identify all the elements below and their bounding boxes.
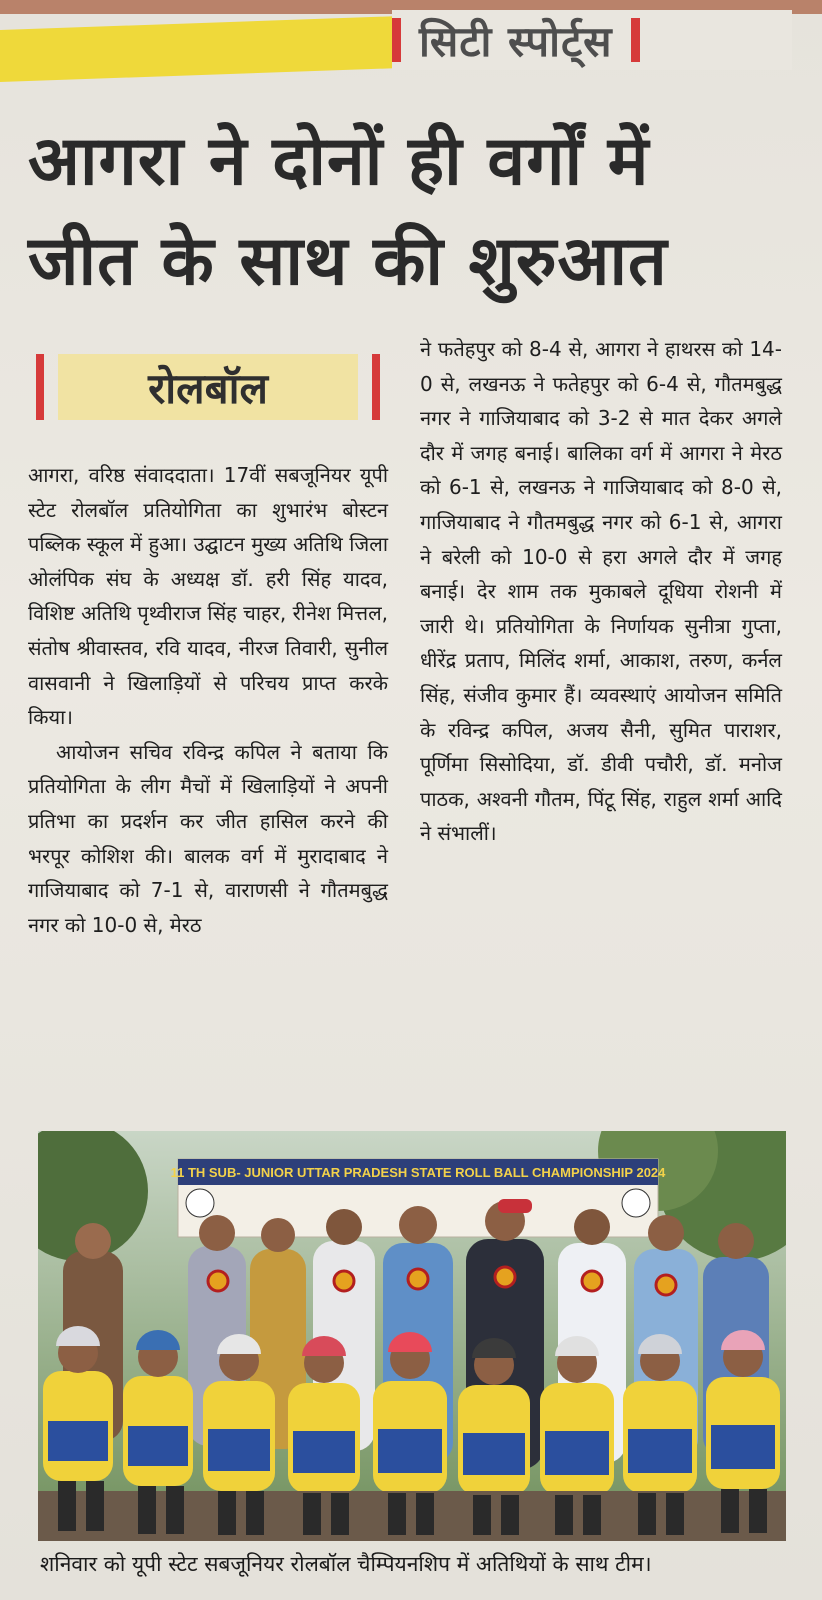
headline-line-2: जीत के साथ की शुरुआत: [28, 222, 668, 301]
headline: [28, 112, 798, 312]
section-header: [392, 10, 792, 70]
yellow-highlight-band: [0, 16, 400, 82]
article-paragraph: ने फतेहपुर को 8-4 से, आगरा ने हाथरस को 14-0 से, लखनऊ ने फतेहपुर को 6-4 से, गौतमबुद्ध नगर ने गाजियाबाद को 3-2 से मात देकर अगले दौर में जगह बनाई। बालिका वर्ग में आगरा ने मेरठ को 6-1 से, लखनऊ ने गाजियाबाद को 8-0 से, गाजियाबाद ने गौतमबुद्ध नगर को 6-1 से, आगरा ने बरेली को 10-0 से हरा अगले दौर में जगह बनाई। देर शाम तक मुकाबले दूधिया रोशनी में जारी थे। प्रतियोगिता के निर्णायक सुनीत्रा गुप्ता, धीरेंद्र प्रताप, मिलिंद शर्मा, आकाश, तरुण, कर्नल सिंह, संजीव कुमार हैं। व्यवस्थाएं आयोजन समिति के रविन्द्र कपिल, अजय सैनी, सुमित पाराशर, पूर्णिमा सिसोदिया, डॉ. डीवी पचौरी, डॉ. मनोज पाठक, अश्वनी गौतम, पिंटू सिंह, राहुल शर्मा आदि ने संभालीं।: [420, 337, 782, 846]
red-bar-right: [631, 18, 640, 62]
article-paragraph: आयोजन सचिव रविन्द्र कपिल ने बताया कि प्रतियोगिता के लीग मैचों में खिलाड़ियों ने अपनी प्रतिभा का प्रदर्शन कर जीत हासिल करने की भरपूर कोशिश की। बालक वर्ग में मुरादाबाद ने गाजियाबाद को 7-1 से, वाराणसी ने गौतमबुद्ध नगर को 10-0 से, मेरठ: [28, 739, 388, 937]
sport-tag: [36, 350, 380, 424]
team-photo: [38, 1131, 786, 1541]
tag-bar-right: [372, 354, 380, 420]
article-column-right: [420, 332, 782, 851]
banner-title: 11 TH SUB- JUNIOR UTTAR PRADESH STATE ROLL BALL CHAMPIONSHIP 2024: [170, 1165, 666, 1180]
photo-caption: शनिवार को यूपी स्टेट सबजूनियर रोलबॉल चैम्पियनशिप में अतिथियों के साथ टीम।: [40, 1552, 652, 1576]
tag-bar-left: [36, 354, 44, 420]
headline-line-1: आगरा ने दोनों ही वर्गों में: [28, 122, 650, 201]
article-paragraph: आगरा, वरिष्ठ संवाददाता। 17वीं सबजूनियर यूपी स्टेट रोलबॉल प्रतियोगिता का शुभारंभ बोस्टन पब्लिक स्कूल में हुआ। उद्घाटन मुख्य अतिथि जिला ओलंपिक संघ के अध्यक्ष डॉ. हरी सिंह यादव, विशिष्ट अतिथि पृथ्वीराज सिंह चाहर, रीनेश मित्तल, संतोष श्रीवास्तव, रवि यादव, नीरज तिवारी, सुनील वासवानी ने खिलाड़ियों से परिचय प्राप्त करके किया।: [28, 463, 388, 730]
section-label: सिटी स्पोर्ट्स: [419, 16, 613, 66]
team-photo-illustration: [38, 1131, 786, 1541]
red-bar-left: [392, 18, 401, 62]
sport-tag-label: रोलबॉल: [58, 354, 358, 420]
article-column-left: [28, 458, 388, 942]
